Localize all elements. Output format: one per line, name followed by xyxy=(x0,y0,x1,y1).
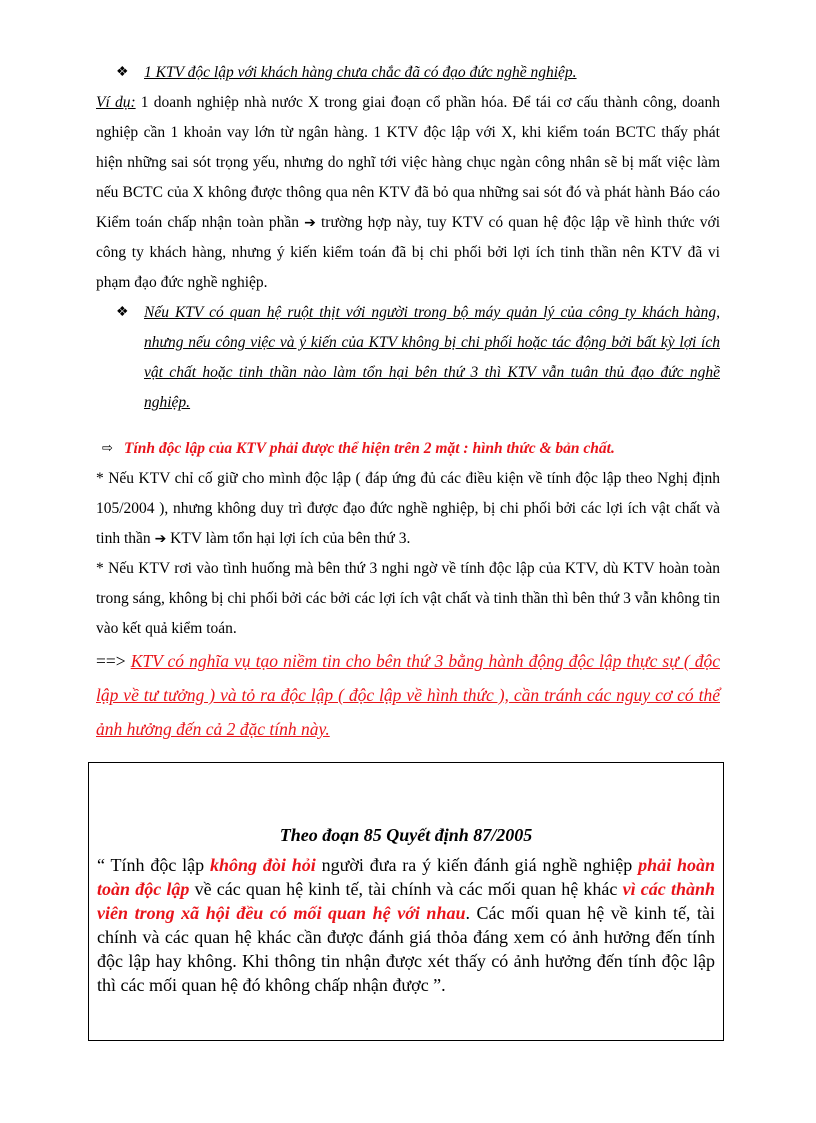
heading-text: Tính độc lập của KTV phải được thể hiện trên 2 mặt : hình thức & bản chất. xyxy=(124,440,615,457)
conclusion-prefix: ==> xyxy=(96,651,131,671)
example-paragraph xyxy=(96,88,720,298)
bullet-2-text: Nếu KTV có quan hệ ruột thịt với người trong bộ máy quản lý của công ty khách hàng, nhưng nếu công việc và ý kiến của KTV không bị chi phối hoặc tác động bởi bất kỳ lợi ích vật chất hoặc tinh thần nào làm tổn hại bên thứ 3 thì KTV vẫn tuân thủ đạo đức nghề nghiệp. xyxy=(144,304,720,411)
bullet-1-text: 1 KTV độc lập với khách hàng chưa chắc đã có đạo đức nghề nghiệp. xyxy=(144,64,577,81)
diamond-bullet-icon: ❖ xyxy=(116,65,129,80)
right-arrow-icon: ➔ xyxy=(304,215,316,231)
point-2-paragraph: * Nếu KTV rơi vào tình huống mà bên thứ 3 nghi ngờ về tính độc lập của KTV, dù KTV hoàn toàn trong sáng, không bị chi phối bởi các bởi các lợi ích vật chất và tinh thần thì bên thứ 3 vẫn không tin vào kết quả kiểm toán. xyxy=(96,560,720,637)
outline-arrow-icon: ⇨ xyxy=(102,441,113,456)
citation-box xyxy=(88,762,724,1041)
point-1-text-2: KTV làm tổn hại lợi ích của bên thứ 3. xyxy=(166,530,411,547)
citation-emphasis-1: không đòi hỏi xyxy=(210,855,316,875)
example-text-2: trường hợp này, tuy KTV có quan hệ độc lập về hình thức với công ty khách hàng, nhưng ý kiến kiểm toán đã bị chi phối bởi lợi ích tinh thần nên KTV đã vi phạm đạo đức nghề nghiệp. xyxy=(96,214,721,291)
section-heading xyxy=(96,434,720,464)
conclusion-text: KTV có nghĩa vụ tạo niềm tin cho bên thứ 3 bằng hành động độc lập thực sự ( độc lập về tư tưởng ) và tỏ ra độc lập ( độc lập về hình thức ), cần tránh các nguy cơ có thể ảnh hưởng đến cả 2 đặc tính này. xyxy=(96,651,720,739)
point-1-text-1: * Nếu KTV chỉ cố giữ cho mình độc lập ( đáp ứng đủ các điều kiện về tính độc lập theo Nghị định 105/2004 ), nhưng không duy trì được đạo đức nghề nghiệp, bị chi phối bởi các lợi ích vật chất và tinh thần xyxy=(96,470,720,547)
example-text-1: 1 doanh nghiệp nhà nước X trong giai đoạn cổ phần hóa. Để tái cơ cấu thành công, doanh nghiệp cần 1 khoản vay lớn từ ngân hàng. 1 KTV độc lập với X, khi kiểm toán BCTC thấy phát hiện những sai sót trọng yếu, nhưng do nghĩ tới việc hàng chục ngàn công nhân sẽ bị mất việc làm nếu BCTC của X không được thông qua nên KTV đã bỏ qua những sai sót đó và phát hành Báo cáo Kiểm toán chấp nhận toàn phần xyxy=(96,94,720,231)
right-arrow-icon: ➔ xyxy=(154,531,167,547)
citation-text xyxy=(97,853,715,997)
point-1-paragraph xyxy=(96,464,720,554)
citation-part-3: về các quan hệ kinh tế, tài chính và các mối quan hệ khác xyxy=(189,879,623,899)
citation-part-4: . Các mối quan hệ về kinh tế, tài chính và các quan hệ khác cần được đánh giá thỏa đáng xem có ảnh hưởng đến tính độc lập hay không. Khi thông tin nhận được xét thấy có ảnh hưởng đến tính độc lập thì các mối quan hệ đó không chấp nhận được ”. xyxy=(97,903,716,995)
citation-part-1: “ Tính độc lập xyxy=(97,855,211,875)
bullet-item-2 xyxy=(96,298,720,418)
citation-emphasis-3: vì các thành viên trong xã hội đều có mối quan hệ với nhau xyxy=(97,879,715,923)
bullet-item-1 xyxy=(96,58,720,88)
conclusion-paragraph xyxy=(96,644,720,746)
citation-emphasis-2: phải hoàn toàn độc lập xyxy=(97,855,715,899)
example-label: Ví dụ: xyxy=(96,94,136,111)
citation-title: Theo đoạn 85 Quyết định 87/2005 xyxy=(279,825,533,845)
citation-part-2: người đưa ra ý kiến đánh giá nghề nghiệp xyxy=(315,855,639,875)
diamond-bullet-icon: ❖ xyxy=(116,305,129,320)
document-page xyxy=(96,58,720,746)
